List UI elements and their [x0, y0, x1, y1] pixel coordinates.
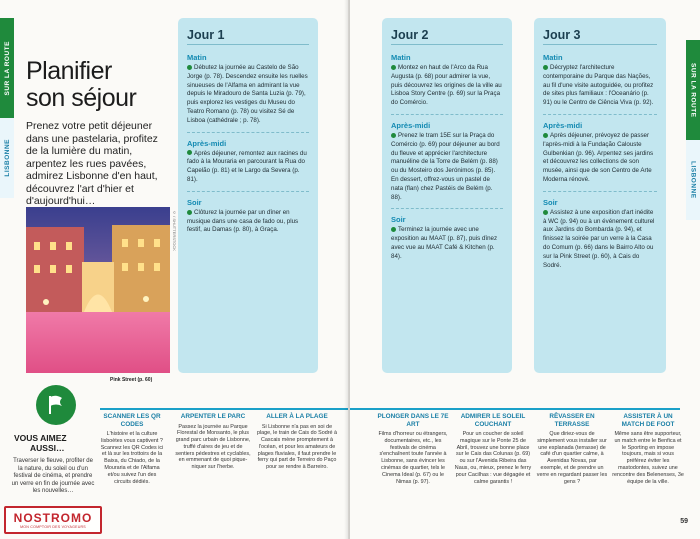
activity-text: Même sans être supporteur, un match entre le Benfica et le Sporting en impose toujours, mais si vous préférez éviter les mastodontes, suivez une rencontre des Belenenses, 3e équipe de la ville. — [612, 431, 684, 485]
right-side-tab — [686, 40, 700, 220]
activity-text: Que diriez-vous de simplement vous installer sur une esplanada (terrasse) de café d'un quartier calme, à Avenidas Novas, par exemple, et de prendre un verre en regardant passer les gens ? — [536, 431, 608, 485]
section-tab-lisbonne: LISBONNE — [0, 118, 14, 198]
activity-column-5 — [454, 413, 532, 485]
activity-column-7 — [612, 413, 684, 485]
activity-column-3 — [254, 413, 340, 471]
bullet-icon — [391, 133, 396, 138]
section-label: Soir — [187, 197, 202, 207]
bullet-icon — [543, 65, 548, 70]
section-label: Soir — [391, 215, 406, 225]
section-label: Après-midi — [187, 138, 227, 148]
bullet-icon — [187, 150, 192, 155]
activity-title: ADMIRER LE SOLEIL COUCHANT — [460, 413, 526, 428]
activity-title: PLONGER DANS LE 7E ART — [377, 413, 449, 428]
activity-text: Si Lisbonne n'a pas en soi de plage, le train de Cais do Sodré à Cascais mène promptement à l'océan, et pour les amateurs de plages fluviales, il faut prendre le ferry qui part de Terreiro do Paço pour se rendre à Barreiro. — [256, 423, 337, 471]
day-card-1 — [178, 18, 318, 373]
section-text: Après déjeuner, remontez aux racines du fado à la Mouraria en parcourant la Rua do Capelão (p. 81) et le Largo da Severa (p. 81). — [187, 149, 307, 183]
section-label: Matin — [187, 53, 207, 62]
photo-credit: © / SHUTTERSTOCK — [172, 210, 177, 251]
day-title: Jour 2 — [391, 28, 429, 42]
left-page — [0, 0, 348, 539]
activity-title: ALLER À LA PLAGE — [266, 413, 328, 420]
timeline-rule-right — [350, 408, 680, 410]
aimez-title: VOUS AIMEZ AUSSI… — [14, 433, 67, 453]
aimez-text: Traverser le fleuve, profiter de la nature, du soleil ou d'un festival de cinéma, et prendre un verre en fin de journée avec les nouvelles… — [11, 458, 95, 495]
section-tab-lisbonne-right: LISBONNE — [686, 140, 700, 220]
activity-text: Films d'horreur ou étrangers, documentaires, etc., les festivals de cinéma s'enchaînent toute l'année à Lisbonne, sans évincer les cinémas de quartier, tels le Cinema Ideal (p. 67) ou le Nimas (p. 97). — [378, 431, 448, 485]
section-tab-sur-la-route: SUR LA ROUTE — [0, 18, 14, 118]
pink-street-photo — [26, 207, 170, 373]
bullet-icon — [187, 210, 192, 215]
right-page — [350, 0, 700, 539]
section-text: Débutez la journée au Castelo de São Jorge (p. 78). Descendez ensuite les ruelles sinueuses de l'Alfama en admirant la vue depuis le Miradouro de Santa Luzia (p. 79), puis explorez les vestiges du Museu do Teatro Romano (p. 78) ou visitez Sé de Lisboa (cathédrale ; p. 78). — [187, 64, 308, 124]
timeline-rule — [100, 408, 348, 410]
nostromo-stamp: NOSTROMO MON COMPTOIR DES VOYAGEURS — [4, 506, 102, 534]
activity-text: Passez la journée au Parque Florestal de Monsanto, le plus grand parc urbain de Lisbonne, truffé d'aires de jeu et de sentiers pédestres et cyclables, en emmenant de quoi pique-niquer sur l'herbe. — [175, 423, 251, 471]
section-label: Matin — [391, 53, 411, 62]
activity-column-6 — [536, 413, 608, 485]
left-side-tab — [0, 18, 14, 198]
section-text: Assistez à une exposition d'art inédite à WC (p. 94) ou à un événement culturel aux Jardins do Bombarda (p. 94), et finissez la soirée par un verre à la Casa do Comum (p. 66) dans le Bairro Alto ou sur la Pink Street (p. 60), à Cais do Sodré. — [543, 208, 655, 269]
activity-title: RÊVASSER EN TERRASSE — [549, 413, 595, 428]
day-title: Jour 3 — [543, 28, 581, 42]
activity-column-2 — [174, 413, 252, 471]
bullet-icon — [391, 65, 396, 70]
activity-title: ARPENTER LE PARC — [180, 413, 246, 420]
bullet-icon — [187, 65, 192, 70]
section-text: Terminez la journée avec une exposition au MAAT (p. 87), puis dînez avec vue au MAAT Café & Kitchen (p. 84). — [391, 226, 498, 260]
flag-icon — [36, 385, 76, 425]
day-title: Jour 1 — [187, 28, 225, 42]
section-text: Décryptez l'architecture contemporaine du Parque das Nações, au fil d'une visite autoguidée, ou profitez de sites plus familiaux : l'Oceanário (p. 91) ou le Centro de Ciência Viva (p. 92). — [543, 64, 654, 107]
section-text: Montez en haut de l'Arco da Rua Augusta (p. 68) pour admirer la vue, puis découvrez les origines de la ville au Lisboa Story Centre (p. 69) sur la Praça do Comércio. — [391, 64, 502, 107]
section-text: Après déjeuner, prévoyez de passer l'après-midi à la Fundação Calouste Gulbenkian (p. 96). Arpentez ses jardins et découvrez les collections de son musée, ainsi que de son Centro de Arte Moderna rénové. — [543, 131, 654, 183]
day-card-2 — [382, 18, 512, 373]
section-label: Après-midi — [543, 120, 583, 130]
activity-text: Pour un coucher de soleil magique sur le Ponte 25 de Abril, trouvez une bonne place sur le Cais das Colunas (p. 69) ou sur l'Avenida Ribeira das Naus, ou, mieux, prenez le ferry pour Cacilhas : vue dégagée et calme garantis ! — [454, 431, 532, 485]
activity-column-1 — [100, 413, 164, 485]
section-text: Prenez le tram 15E sur la Praça do Comércio (p. 69) pour déjeuner au bord du fleuve et apprécier l'architecture manuéline de la Torre de Belém (p. 88) ou du Mosteiro dos Jerónimos (p. 85). En dessert, offrez-vous un pastel de nata (flan) chez Pastéis de Belém (p. 88). — [391, 131, 500, 201]
page-number: 59 — [680, 518, 688, 525]
section-label: Après-midi — [391, 120, 431, 130]
bullet-icon — [543, 133, 548, 138]
page-title: Planifier son séjour — [26, 57, 137, 112]
section-label: Matin — [543, 53, 563, 62]
activity-title: SCANNER LES QR CODES — [103, 413, 161, 428]
activity-column-4 — [376, 413, 450, 485]
section-tab-sur-la-route-right: SUR LA ROUTE — [686, 40, 700, 140]
photo-caption: Pink Street (p. 60) — [110, 377, 153, 383]
activity-title: ASSISTER À UN MATCH DE FOOT — [621, 413, 675, 428]
section-label: Soir — [543, 197, 558, 207]
activity-text: L'histoire et la culture lisboètes vous captivent ? Scannez les QR Codes ici et là sur les trottoirs de la Baixa, du Chiado, de la Mouraria et de l'Alfama et/ou suivez l'un des circuits dédiés. — [100, 431, 164, 485]
section-text: Clôturez la journée par un dîner en musique dans une casa de fado ou, plus festif, au Damas (p. 80), à Graça. — [187, 208, 299, 234]
day-card-3 — [534, 18, 666, 373]
intro-text: Prenez votre petit déjeuner dans une pastelaria, profitez de la lumière du matin, arpentez les rues pavées, admirez Lisbonne d'en haut, découvrez l'art d'hier et d'aujourd'hui… — [26, 120, 158, 207]
bullet-icon — [391, 227, 396, 232]
bullet-icon — [543, 210, 548, 215]
